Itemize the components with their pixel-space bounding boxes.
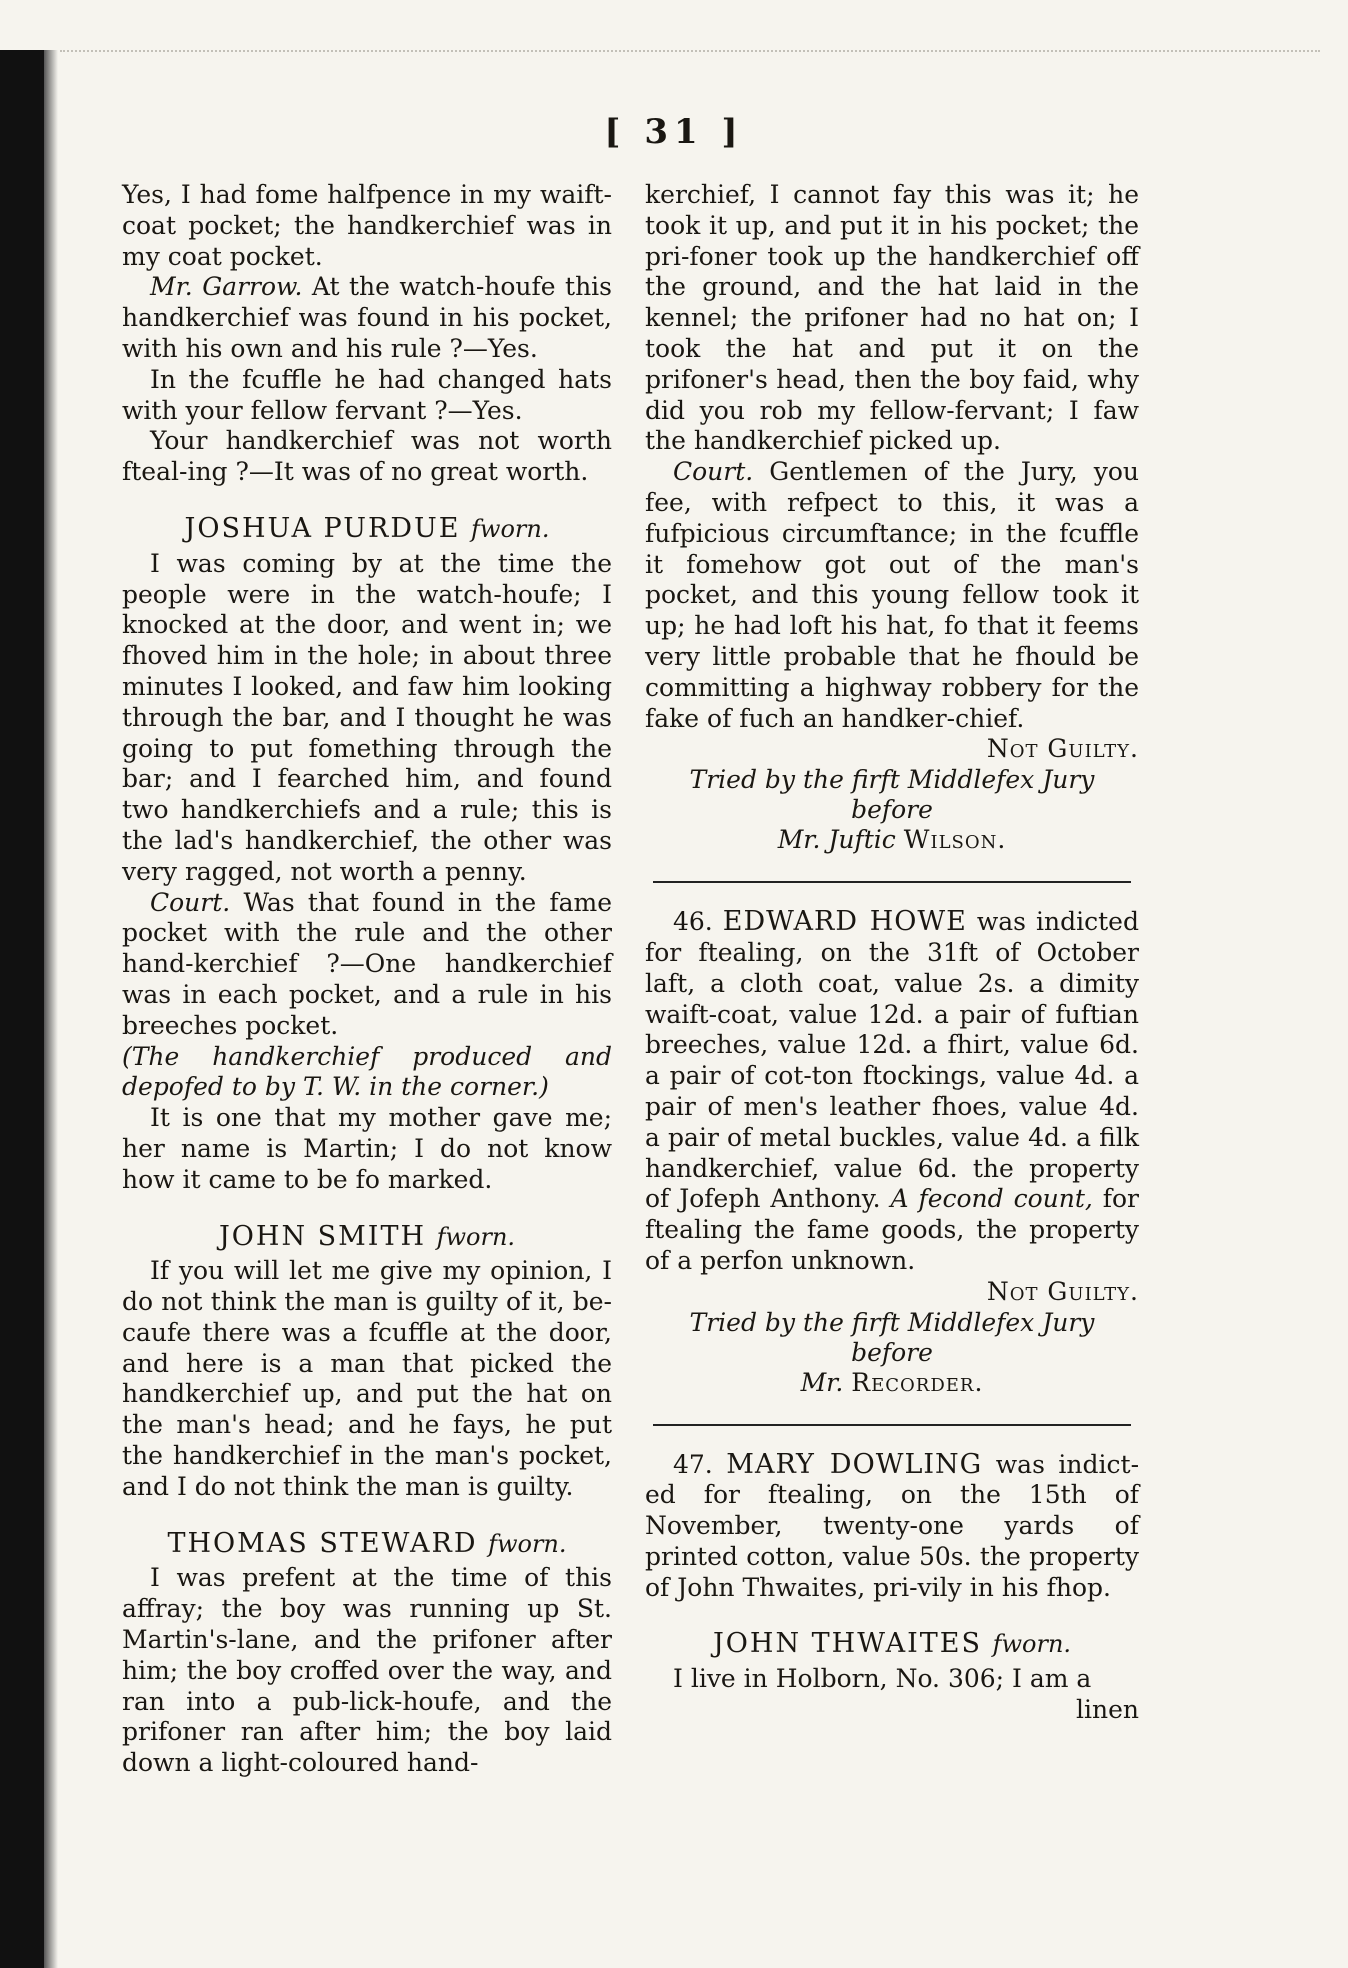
case-number: 47.	[673, 1449, 713, 1479]
case-number: 46.	[673, 907, 713, 937]
testimony-paragraph	[122, 888, 612, 1042]
witness-name: JOHN SMITH	[218, 1220, 427, 1252]
page-binding-edge	[0, 50, 44, 1968]
sworn-label: fworn.	[992, 1630, 1072, 1659]
testimony-paragraph: Your handkerchief was not worth fteal-ing ?—It was of no great worth.	[122, 426, 612, 487]
scan-noise	[60, 50, 1320, 58]
left-column	[122, 180, 612, 1779]
witness-heading	[122, 1222, 612, 1253]
sworn-label: fworn.	[436, 1222, 516, 1251]
testimony-paragraph: In the fcuffle he had changed hats with your fellow fervant ?—Yes.	[122, 364, 612, 425]
witness-name: JOSHUA PURDUE	[184, 512, 461, 544]
testimony-paragraph	[645, 457, 1139, 734]
witness-name: JOHN THWAITES	[712, 1628, 983, 1660]
testimony-text: Was that found in the fame pocket with the rule and the other hand-kerchief ?—One handkerchief was in each pocket, and a rule in his breeches pocket.	[122, 887, 612, 1040]
count-text: for ftealing the fame goods, the property of a perfon unknown.	[645, 1184, 1139, 1275]
catchword: linen	[1076, 1695, 1139, 1725]
testimony-paragraph: I was coming by at the time the people were in the watch-houfe; I knocked at the door, and went in; we fhoved him in the hole; in about three minutes I looked, and faw him looking through the bar, and I thought he was going to put fomething through the bar; and I fearched him, and found two handkerchiefs and a rule; this is the lad's handkerchief, the other was very ragged, not worth a penny.	[122, 548, 612, 886]
verdict: Not Guilty.	[986, 734, 1139, 764]
indictment-text: was indict-ed for ftealing, on the 15th of November, twenty-one yards of printed cotton, value 50s. the property of John Thwaites, pri-vily in his fhop.	[645, 1449, 1140, 1602]
testimony-text: At the watch-houfe this handkerchief was found in his pocket, with his own and his rule ?—Yes.	[122, 272, 613, 363]
testimony-paragraph: It is one that my mother gave me; her name is Martin; I do not know how it came to be fo marked.	[122, 1103, 612, 1194]
testimony-paragraph	[122, 272, 612, 364]
witness-heading	[122, 1529, 612, 1560]
judge-title: Mr.	[800, 1367, 844, 1397]
witness-heading	[122, 514, 612, 545]
indictment-text: was indicted for ftealing, on the 31ft of October laft, a cloth coat, value 2s. a dimity waift-coat, value 12d. a pair of fuftian breeches, value 12d. a fhirt, value 6d. a pair of cot-ton ftockings, value 4d. a pair of men's leather fhoes, value 4d. a pair of metal buckles, value 4d. a filk handkerchief, value 6d. the property of Jofeph Anthony.	[645, 907, 1139, 1214]
testimony-text: Gentlemen of the Jury, you fee, with refpect to this, it was a fufpicious circumftance; in the fcuffle it fomehow got out of the man's pocket, and this young fellow took it up; he had loft his hat, fo that it feems very little probable that he fhould be committing a highway robbery for the fake of fuch an handker-chief.	[645, 457, 1139, 733]
court-note: (The handkerchief produced and depofed to by T. W. in the corner.)	[122, 1041, 612, 1102]
testimony-paragraph: If you will let me give my opinion, I do not think the man is guilty of it, be-caufe there was a fcuffle at the door, and here is a man that picked the handkerchief up, and put the hat on the man's head; and he fays, he put the handkerchief in the man's pocket, and I do not think the man is guilty.	[122, 1256, 612, 1501]
case-entry	[645, 907, 1139, 1277]
tried-by-text: Tried by the firft Middlefex Jury before	[689, 765, 1095, 825]
defendant-name: MARY DOWLING	[726, 1448, 983, 1480]
sworn-label: fworn.	[488, 1529, 567, 1558]
witness-heading	[645, 1629, 1139, 1660]
testimony-paragraph: I was prefent at the time of this affray; the boy was running up St. Martin's-lane, and the prifoner after him; the boy croffed over the way, and ran into a pub-lick-houfe, and the prifoner ran after him; the boy laid down a light-coloured hand-	[122, 1563, 612, 1778]
right-column	[645, 180, 1139, 1726]
count-label: A fecond count,	[890, 1184, 1093, 1214]
testimony-paragraph: Yes, I had fome halfpence in my waift-coat pocket; the handkerchief was in my coat pocket.	[122, 180, 612, 271]
judge-title: Mr. Juftic	[777, 825, 896, 855]
page-number: [ 31 ]	[604, 112, 744, 152]
judge-name: Wilson.	[903, 825, 1007, 855]
speaker-label: Mr. Garrow.	[150, 272, 303, 302]
defendant-name: EDWARD HOWE	[722, 906, 967, 938]
case-entry	[645, 1450, 1139, 1604]
speaker-label: Court.	[150, 887, 231, 917]
sworn-label: fworn.	[471, 514, 550, 543]
judge-name: Recorder.	[851, 1367, 984, 1397]
testimony-paragraph: kerchief, I cannot fay this was it; he took it up, and put it in his pocket; the pri-foner took up the handkerchief off the ground, and the hat laid in the kennel; the prifoner had no hat on; I took the hat and put it on the prifoner's head, then the boy faid, why did you rob my fellow-fervant; I faw the handkerchief picked up.	[645, 180, 1139, 456]
tried-by-line	[645, 765, 1139, 855]
speaker-label: Court.	[673, 457, 754, 487]
binding-shadow	[44, 50, 58, 1968]
section-divider	[653, 881, 1131, 883]
verdict: Not Guilty.	[986, 1276, 1139, 1306]
tried-by-text: Tried by the firft Middlefex Jury before	[689, 1307, 1095, 1367]
witness-name: THOMAS STEWARD	[167, 1527, 478, 1559]
tried-by-line	[645, 1308, 1139, 1398]
section-divider	[653, 1424, 1131, 1426]
testimony-paragraph: I live in Holborn, No. 306; I am a	[673, 1664, 1092, 1694]
